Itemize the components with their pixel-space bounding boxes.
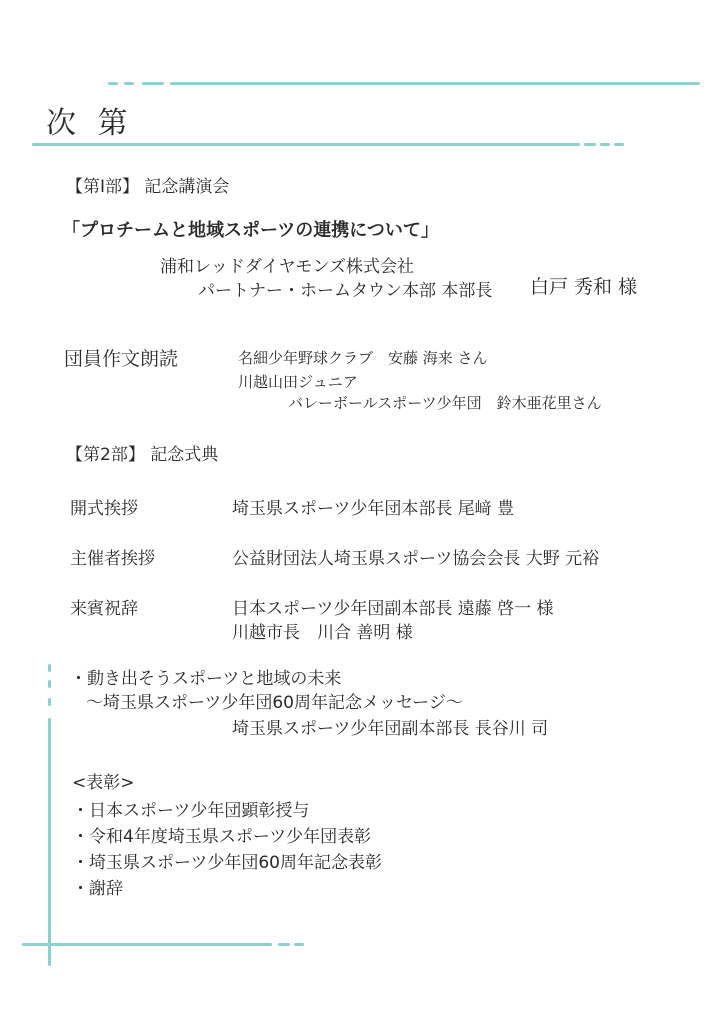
guest-person-2: 川越市長 川合 善明 様 xyxy=(232,623,413,643)
title-underline xyxy=(32,143,580,146)
essay-reader-2: バレーボールスポーツ少年団 鈴木亜花里さん xyxy=(288,394,602,412)
essay-label: 団員作文朗読 xyxy=(64,348,179,370)
host-person: 公益財団法人埼玉県スポーツ協会会長 大野 元裕 xyxy=(232,549,600,569)
message-subtitle: 〜埼玉県スポーツ少年団60周年記念メッセージ〜 xyxy=(86,693,463,713)
message-title: ・動き出そうスポーツと地域の未来 xyxy=(70,669,342,689)
host-label: 主催者挨拶 xyxy=(70,549,155,569)
bottom-dash xyxy=(278,943,290,946)
bottom-rule xyxy=(22,943,272,946)
top-dash xyxy=(124,82,134,85)
page-title: 次 第 xyxy=(46,106,134,141)
title-dash xyxy=(600,143,610,146)
message-person: 埼玉県スポーツ少年団副本部長 長谷川 司 xyxy=(232,719,549,739)
award-item: ・日本スポーツ少年団顕彰授与 xyxy=(72,801,310,821)
top-rule xyxy=(170,82,700,85)
lecture-title: 「プロチームと地域スポーツの連携について」 xyxy=(62,220,439,241)
award-item: ・埼玉県スポーツ少年団60周年記念表彰 xyxy=(72,853,382,873)
left-rule xyxy=(48,718,51,966)
speaker-role: パートナー・ホームタウン本部 本部長 xyxy=(198,281,493,301)
left-dash xyxy=(48,680,51,688)
left-dash xyxy=(48,664,51,672)
award-item: ・令和4年度埼玉県スポーツ少年団表彰 xyxy=(72,827,372,847)
guest-label: 来賓祝辞 xyxy=(70,599,138,619)
speaker-name: 白戸 秀和 様 xyxy=(530,276,638,298)
part1-heading: 【第Ⅰ部】 記念講演会 xyxy=(66,177,230,197)
speaker-org: 浦和レッドダイヤモンズ株式会社 xyxy=(160,257,414,277)
top-dash xyxy=(108,82,118,85)
opening-label: 開式挨拶 xyxy=(70,499,138,519)
bottom-dash xyxy=(294,943,304,946)
left-dash xyxy=(48,698,51,706)
awards-heading: <表彰> xyxy=(72,773,135,793)
opening-person: 埼玉県スポーツ少年団本部長 尾﨑 豊 xyxy=(232,499,515,519)
title-dash xyxy=(614,143,624,146)
top-dash xyxy=(142,82,164,85)
guest-person-1: 日本スポーツ少年団副本部長 遠藤 啓一 様 xyxy=(232,599,554,619)
part2-heading: 【第2部】 記念式典 xyxy=(66,445,219,465)
title-dash xyxy=(584,143,596,146)
award-item: ・謝辞 xyxy=(72,879,123,899)
essay-reader-2-club: 川越山田ジュニア xyxy=(238,373,358,391)
essay-reader-1: 名細少年野球クラブ 安藤 海来 さん xyxy=(238,349,488,367)
